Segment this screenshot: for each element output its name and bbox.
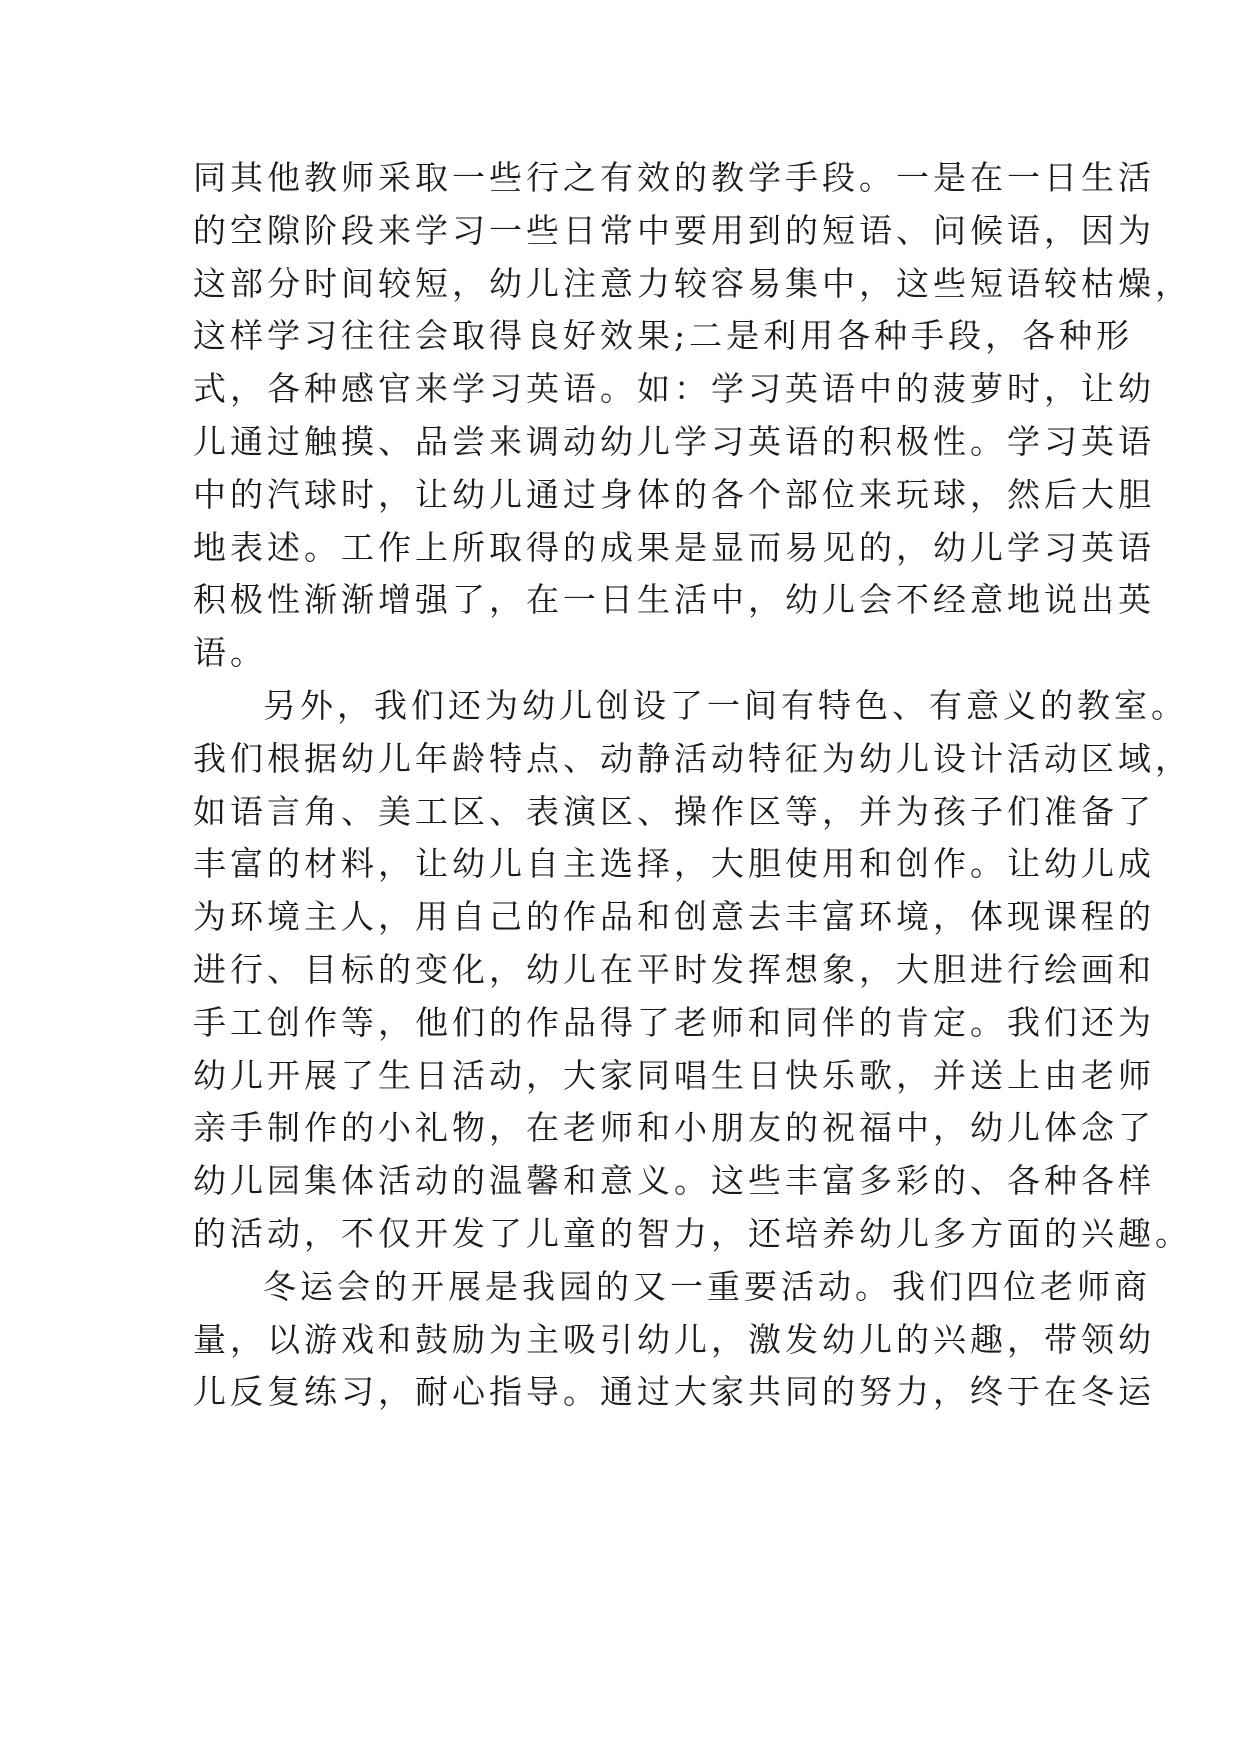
text-line: 进行、目标的变化，幼儿在平时发挥想象，大胆进行绘画和 (193, 949, 1155, 989)
text-line: 我们根据幼儿年龄特点、动静活动特征为幼儿设计活动区域， (193, 738, 1192, 778)
text-line: 这部分时间较短，幼儿注意力较容易集中，这些短语较枯燥， (193, 263, 1192, 303)
text-line: 儿通过触摸、品尝来调动幼儿学习英语的积极性。学习英语 (193, 421, 1155, 461)
text-line: 这样学习往往会取得良好效果;二是利用各种手段，各种形 (193, 316, 1134, 356)
text-line: 幼儿园集体活动的温馨和意义。这些丰富多彩的、各种各样 (193, 1161, 1155, 1201)
text-line: 中的汽球时，让幼儿通过身体的各个部位来玩球，然后大胆 (193, 474, 1155, 514)
text-line: 幼儿开展了生日活动，大家同唱生日快乐歌，并送上由老师 (193, 1055, 1155, 1095)
text-line: 手工创作等，他们的作品得了老师和同伴的肯定。我们还为 (193, 1002, 1155, 1042)
paragraph-start-line: 冬运会的开展是我园的又一重要活动。我们四位老师商 (263, 1266, 1151, 1306)
text-line: 式，各种感官来学习英语。如：学习英语中的菠萝时，让幼 (193, 369, 1155, 409)
text-line: 积极性渐渐增强了，在一日生活中，幼儿会不经意地说出英 (193, 580, 1155, 620)
text-line: 的活动，不仅开发了儿童的智力，还培养幼儿多方面的兴趣。 (193, 1213, 1192, 1253)
text-line: 丰富的材料，让幼儿自主选择，大胆使用和创作。让幼儿成 (193, 844, 1155, 884)
text-line: 的空隙阶段来学习一些日常中要用到的短语、问候语，因为 (193, 210, 1155, 250)
text-line: 量，以游戏和鼓励为主吸引幼儿，激发幼儿的兴趣，带领幼 (193, 1319, 1155, 1359)
text-line: 如语言角、美工区、表演区、操作区等，并为孩子们准备了 (193, 791, 1155, 831)
text-line: 语。 (193, 633, 267, 673)
text-line: 同其他教师采取一些行之有效的教学手段。一是在一日生活 (193, 158, 1155, 197)
text-line: 为环境主人，用自己的作品和创意去丰富环境，体现课程的 (193, 897, 1155, 937)
body-text (193, 152, 1192, 1419)
text-line: 亲手制作的小礼物，在老师和小朋友的祝福中，幼儿体念了 (193, 1108, 1155, 1148)
paragraph-start-line: 另外，我们还为幼儿创设了一间有特色、有意义的教室。 (263, 685, 1188, 725)
text-line: 儿反复练习，耐心指导。通过大家共同的努力，终于在冬运 (193, 1372, 1155, 1412)
text-line: 地表述。工作上所取得的成果是显而易见的，幼儿学习英语 (193, 527, 1155, 567)
